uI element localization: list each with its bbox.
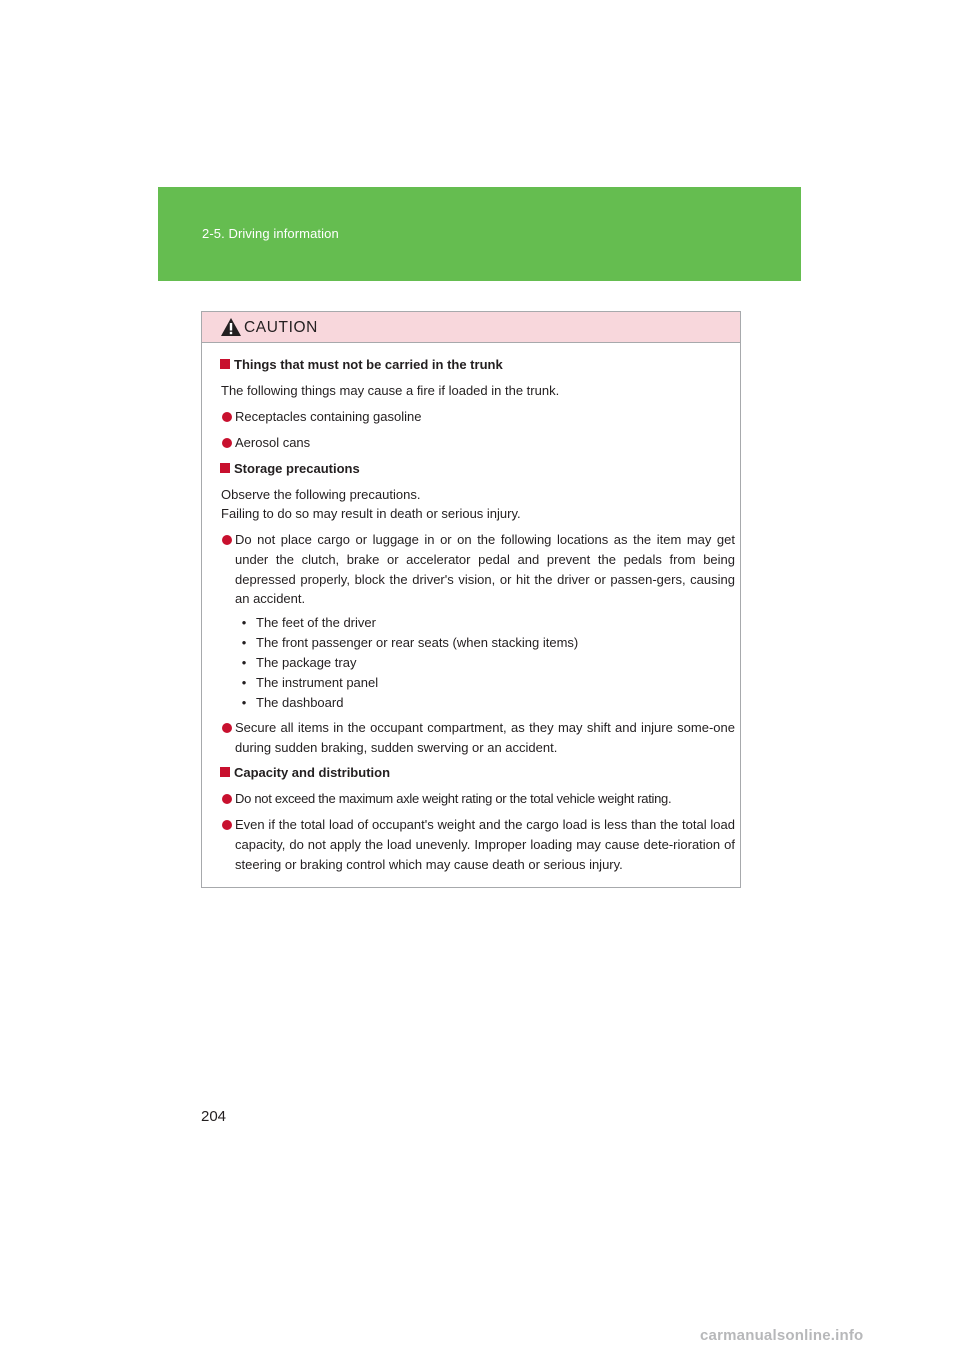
section-heading-capacity: Capacity and distribution — [220, 763, 390, 783]
bullet-item: Receptacles containing gasoline — [221, 407, 735, 427]
section-heading-storage: Storage precautions — [220, 459, 360, 479]
sub-list-item: • The package tray — [241, 655, 357, 670]
round-bullet-icon — [222, 794, 232, 804]
sub-list-item: • The dashboard — [241, 695, 344, 710]
sub-list-item: • The front passenger or rear seats (when stacking items) — [241, 635, 579, 650]
paragraph: The following things may cause a fire if loaded in the trunk. — [221, 383, 560, 398]
watermark: carmanualsonline.info — [700, 1327, 864, 1344]
round-bullet-icon — [222, 535, 232, 545]
paragraph: Observe the following precautions. — [221, 487, 421, 502]
paragraph: Failing to do so may result in death or serious injury. — [221, 506, 521, 521]
square-bullet-icon — [220, 463, 230, 473]
round-bullet-icon — [222, 820, 232, 830]
round-bullet-icon — [222, 412, 232, 422]
page-number: 204 — [201, 1108, 227, 1125]
caution-title: CAUTION — [244, 319, 318, 336]
section-header — [158, 187, 801, 281]
caution-header — [202, 312, 740, 343]
section-title: 2-5. Driving information — [202, 226, 339, 241]
sub-list-item: • The feet of the driver — [241, 615, 376, 630]
warning-triangle-icon — [221, 318, 241, 336]
bullet-item: Even if the total load of occupant's weight and the cargo load is less than the total load capacity, do not apply the load unevenly. Improper loading may cause dete-rioration of steering or braking control which may cause death or serious injury. — [221, 815, 735, 874]
square-bullet-icon — [220, 359, 230, 369]
caution-box — [201, 311, 741, 888]
bullet-item: Do not place cargo or luggage in or on the following locations as the item may get under the clutch, brake or accelerator pedal and prevent the pedals from being depressed properly, block the driver's vision, or hit the driver or passen-gers, causing an accident. — [221, 530, 735, 609]
bullet-item: Secure all items in the occupant compartment, as they may shift and injure some-one during sudden braking, sudden swerving or an accident. — [221, 718, 735, 758]
bullet-item: Do not exceed the maximum axle weight rating or the total vehicle weight rating. — [221, 789, 735, 809]
sub-list-item: • The instrument panel — [241, 675, 379, 690]
section-heading-trunk: Things that must not be carried in the trunk — [220, 355, 503, 375]
square-bullet-icon — [220, 767, 230, 777]
round-bullet-icon — [222, 723, 232, 733]
bullet-item: Aerosol cans — [221, 433, 735, 453]
round-bullet-icon — [222, 438, 232, 448]
